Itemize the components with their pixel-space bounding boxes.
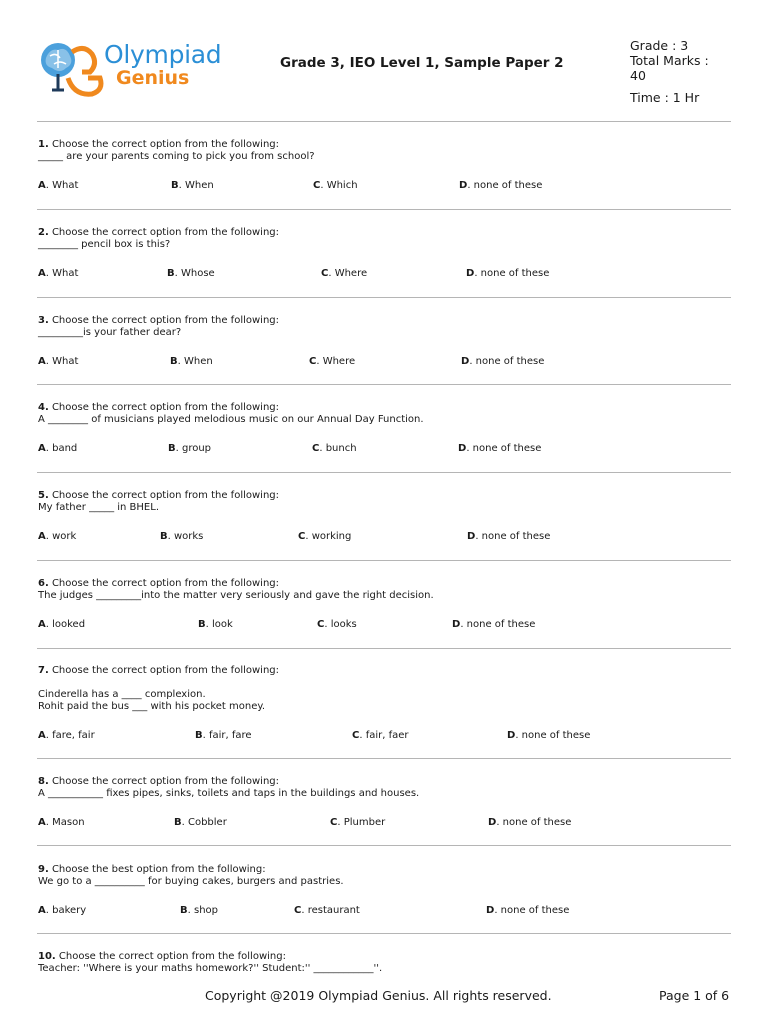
- option-d[interactable]: D. none of these: [488, 817, 572, 828]
- question-text: _____ are your parents coming to pick you from school?: [38, 151, 315, 162]
- option-c[interactable]: C. looks: [317, 619, 357, 630]
- question-instruction: Choose the correct option from the following:: [51, 578, 279, 589]
- question-divider: [37, 933, 731, 934]
- grade-label: Grade : 3: [630, 38, 689, 53]
- option-letter: C: [298, 531, 306, 542]
- option-a[interactable]: A. fare, fair: [38, 730, 95, 741]
- option-text: What: [52, 356, 79, 367]
- question-7: [38, 665, 732, 741]
- question-instruction: Choose the correct option from the following:: [58, 951, 286, 962]
- question-text: A ___________ fixes pipes, sinks, toilets and taps in the buildings and houses.: [38, 788, 420, 799]
- option-text: none of these: [466, 619, 536, 630]
- page-footer: [0, 988, 768, 1004]
- option-letter: D: [467, 531, 476, 542]
- option-text: bunch: [325, 443, 357, 454]
- option-letter: D: [507, 730, 516, 741]
- brain-tree-icon: [38, 38, 108, 104]
- option-text: work: [52, 531, 77, 542]
- question-divider: [37, 209, 731, 210]
- option-b[interactable]: B. group: [168, 443, 212, 454]
- option-text: Cobbler: [187, 817, 227, 828]
- question-number: 2.: [38, 227, 49, 238]
- answer-options: [38, 180, 732, 192]
- option-letter: D: [459, 180, 468, 191]
- question-text: [38, 677, 732, 689]
- option-text: fare, fair: [52, 730, 95, 741]
- option-letter: B: [198, 619, 206, 630]
- option-letter: B: [168, 443, 176, 454]
- option-letter: A: [38, 180, 46, 191]
- option-text: Mason: [52, 817, 85, 828]
- option-c[interactable]: C. working: [298, 531, 352, 542]
- option-c[interactable]: C. bunch: [312, 443, 357, 454]
- option-b[interactable]: B. look: [198, 619, 233, 630]
- option-text: none of these: [480, 268, 550, 279]
- question-prompt: [38, 578, 732, 590]
- option-text: works: [173, 531, 204, 542]
- option-a[interactable]: A. looked: [38, 619, 86, 630]
- question-text: The judges _________into the matter very seriously and gave the right decision.: [38, 590, 434, 601]
- question-text: My father _____ in BHEL.: [38, 502, 159, 513]
- answer-options: [38, 730, 732, 742]
- option-text: working: [311, 531, 352, 542]
- logo-wordmark-genius: Genius: [116, 67, 190, 89]
- option-a[interactable]: A. Mason: [38, 817, 85, 828]
- total-marks-label: Total Marks :: [630, 53, 709, 68]
- question-number: 6.: [38, 578, 49, 589]
- question-divider: [37, 121, 731, 122]
- option-text: Which: [326, 180, 358, 191]
- option-letter: A: [38, 730, 46, 741]
- question-divider: [37, 472, 731, 473]
- option-text: band: [52, 443, 78, 454]
- option-letter: C: [312, 443, 320, 454]
- option-a[interactable]: A. What: [38, 268, 79, 279]
- option-letter: C: [313, 180, 321, 191]
- question-9: [38, 864, 732, 916]
- question-number: 10.: [38, 951, 56, 962]
- option-d[interactable]: D. none of these: [452, 619, 536, 630]
- option-a[interactable]: A. What: [38, 356, 79, 367]
- answer-options: [38, 268, 732, 280]
- logo-wordmark-olympiad: Olympiad: [104, 40, 222, 69]
- option-letter: B: [171, 180, 179, 191]
- option-text: Plumber: [343, 817, 386, 828]
- option-letter: A: [38, 531, 46, 542]
- page-number: Page 1 of 6: [659, 988, 730, 1003]
- option-text: fair, faer: [365, 730, 409, 741]
- option-text: none of these: [521, 730, 591, 741]
- option-text: Where: [322, 356, 356, 367]
- option-text: shop: [193, 905, 218, 916]
- option-letter: D: [452, 619, 461, 630]
- question-number: 7.: [38, 665, 49, 676]
- option-text: When: [183, 356, 213, 367]
- question-divider: [37, 648, 731, 649]
- option-text: none of these: [475, 356, 545, 367]
- answer-options: [38, 817, 732, 829]
- question-number: 9.: [38, 864, 49, 875]
- copyright-text: Copyright @2019 Olympiad Genius. All rights reserved.: [205, 988, 552, 1003]
- question-text: _________is your father dear?: [38, 327, 182, 338]
- option-c[interactable]: C. fair, faer: [352, 730, 409, 741]
- page-header: [0, 0, 768, 122]
- option-letter: A: [38, 268, 46, 279]
- option-a[interactable]: A. bakery: [38, 905, 87, 916]
- question-text: We go to a __________ for buying cakes, burgers and pastries.: [38, 876, 344, 887]
- question-instruction: Choose the correct option from the following:: [51, 139, 279, 150]
- question-6: [38, 578, 732, 630]
- question-instruction: Choose the best option from the following:: [51, 864, 266, 875]
- option-letter: B: [180, 905, 188, 916]
- option-b[interactable]: B. shop: [180, 905, 218, 916]
- option-b[interactable]: B. Whose: [167, 268, 215, 279]
- option-c[interactable]: C. restaurant: [294, 905, 360, 916]
- option-b[interactable]: B. Cobbler: [174, 817, 227, 828]
- question-prompt: [38, 665, 732, 677]
- option-c[interactable]: C. Which: [313, 180, 358, 191]
- option-text: none of these: [472, 443, 542, 454]
- question-prompt: [38, 490, 732, 502]
- option-text: none of these: [481, 531, 551, 542]
- total-marks-value: 40: [630, 68, 646, 83]
- question-divider: [37, 845, 731, 846]
- option-letter: C: [317, 619, 325, 630]
- option-text: When: [184, 180, 214, 191]
- question-text: Teacher: ''Where is your maths homework?'' Student:'' ____________''.: [38, 963, 383, 974]
- option-letter: C: [321, 268, 329, 279]
- question-prompt: [38, 951, 732, 963]
- option-letter: C: [309, 356, 317, 367]
- option-letter: A: [38, 356, 46, 367]
- option-letter: B: [170, 356, 178, 367]
- option-text: none of these: [473, 180, 543, 191]
- question-number: 4.: [38, 402, 49, 413]
- question-text: Cinderella has a ____ complexion.: [38, 689, 206, 700]
- answer-options: [38, 905, 732, 917]
- option-a[interactable]: A. work: [38, 531, 77, 542]
- option-b[interactable]: B. fair, fare: [195, 730, 252, 741]
- option-letter: D: [466, 268, 475, 279]
- option-letter: C: [330, 817, 338, 828]
- question-4: [38, 402, 732, 454]
- option-d[interactable]: D. none of these: [486, 905, 570, 916]
- option-text: What: [52, 268, 79, 279]
- option-letter: B: [174, 817, 182, 828]
- question-number: 3.: [38, 315, 49, 326]
- question-instruction: Choose the correct option from the following:: [51, 665, 279, 676]
- option-text: none of these: [502, 817, 572, 828]
- question-instruction: Choose the correct option from the following:: [51, 315, 279, 326]
- question-prompt: [38, 227, 732, 239]
- option-letter: B: [160, 531, 168, 542]
- option-text: look: [211, 619, 233, 630]
- answer-options: [38, 356, 732, 368]
- option-b[interactable]: B. works: [160, 531, 204, 542]
- question-instruction: Choose the correct option from the following:: [51, 490, 279, 501]
- question-2: [38, 227, 732, 279]
- option-letter: D: [458, 443, 467, 454]
- option-letter: C: [294, 905, 302, 916]
- question-prompt: [38, 864, 732, 876]
- option-d[interactable]: D. none of these: [458, 443, 542, 454]
- option-letter: A: [38, 905, 46, 916]
- question-10: [38, 951, 732, 975]
- question-prompt: [38, 776, 732, 788]
- option-b[interactable]: B. When: [171, 180, 214, 191]
- option-letter: D: [488, 817, 497, 828]
- option-text: Whose: [180, 268, 215, 279]
- question-text: ________ pencil box is this?: [38, 239, 171, 250]
- page-title: Grade 3, IEO Level 1, Sample Paper 2: [280, 55, 564, 71]
- question-1: [38, 139, 732, 191]
- option-text: bakery: [52, 905, 87, 916]
- option-letter: A: [38, 443, 46, 454]
- option-c[interactable]: C. Where: [321, 268, 368, 279]
- option-letter: D: [461, 356, 470, 367]
- option-text: none of these: [500, 905, 570, 916]
- option-letter: B: [195, 730, 203, 741]
- option-letter: A: [38, 817, 46, 828]
- time-label: Time : 1 Hr: [630, 90, 700, 105]
- answer-options: [38, 619, 732, 631]
- question-text: A ________ of musicians played melodious music on our Annual Day Function.: [38, 414, 424, 425]
- option-text: restaurant: [307, 905, 360, 916]
- question-5: [38, 490, 732, 542]
- option-a[interactable]: A. What: [38, 180, 79, 191]
- question-divider: [37, 758, 731, 759]
- option-b[interactable]: B. When: [170, 356, 213, 367]
- question-number: 5.: [38, 490, 49, 501]
- option-letter: D: [486, 905, 495, 916]
- option-text: Where: [334, 268, 368, 279]
- option-letter: B: [167, 268, 175, 279]
- option-text: fair, fare: [208, 730, 252, 741]
- option-c[interactable]: C. Where: [309, 356, 356, 367]
- option-c[interactable]: C. Plumber: [330, 817, 386, 828]
- option-text: group: [181, 443, 212, 454]
- option-a[interactable]: A. band: [38, 443, 78, 454]
- question-8: [38, 776, 732, 828]
- question-divider: [37, 384, 731, 385]
- question-prompt: [38, 139, 732, 151]
- option-d[interactable]: D. none of these: [507, 730, 591, 741]
- question-prompt: [38, 402, 732, 414]
- option-text: looks: [330, 619, 357, 630]
- question-number: 1.: [38, 139, 49, 150]
- question-prompt: [38, 315, 732, 327]
- question-text: Rohit paid the bus ___ with his pocket money.: [38, 701, 266, 712]
- question-3: [38, 315, 732, 367]
- option-text: looked: [52, 619, 86, 630]
- question-instruction: Choose the correct option from the following:: [51, 402, 279, 413]
- question-instruction: Choose the correct option from the following:: [51, 776, 279, 787]
- option-letter: A: [38, 619, 46, 630]
- option-d[interactable]: D. none of these: [466, 268, 550, 279]
- option-letter: C: [352, 730, 360, 741]
- question-divider: [37, 297, 731, 298]
- option-text: What: [52, 180, 79, 191]
- answer-options: [38, 531, 732, 543]
- question-instruction: Choose the correct option from the following:: [51, 227, 279, 238]
- option-d[interactable]: D. none of these: [459, 180, 543, 191]
- exam-meta: [630, 38, 740, 105]
- option-d[interactable]: D. none of these: [467, 531, 551, 542]
- question-divider: [37, 560, 731, 561]
- olympiad-genius-logo: [38, 38, 238, 104]
- question-number: 8.: [38, 776, 49, 787]
- answer-options: [38, 443, 732, 455]
- option-d[interactable]: D. none of these: [461, 356, 545, 367]
